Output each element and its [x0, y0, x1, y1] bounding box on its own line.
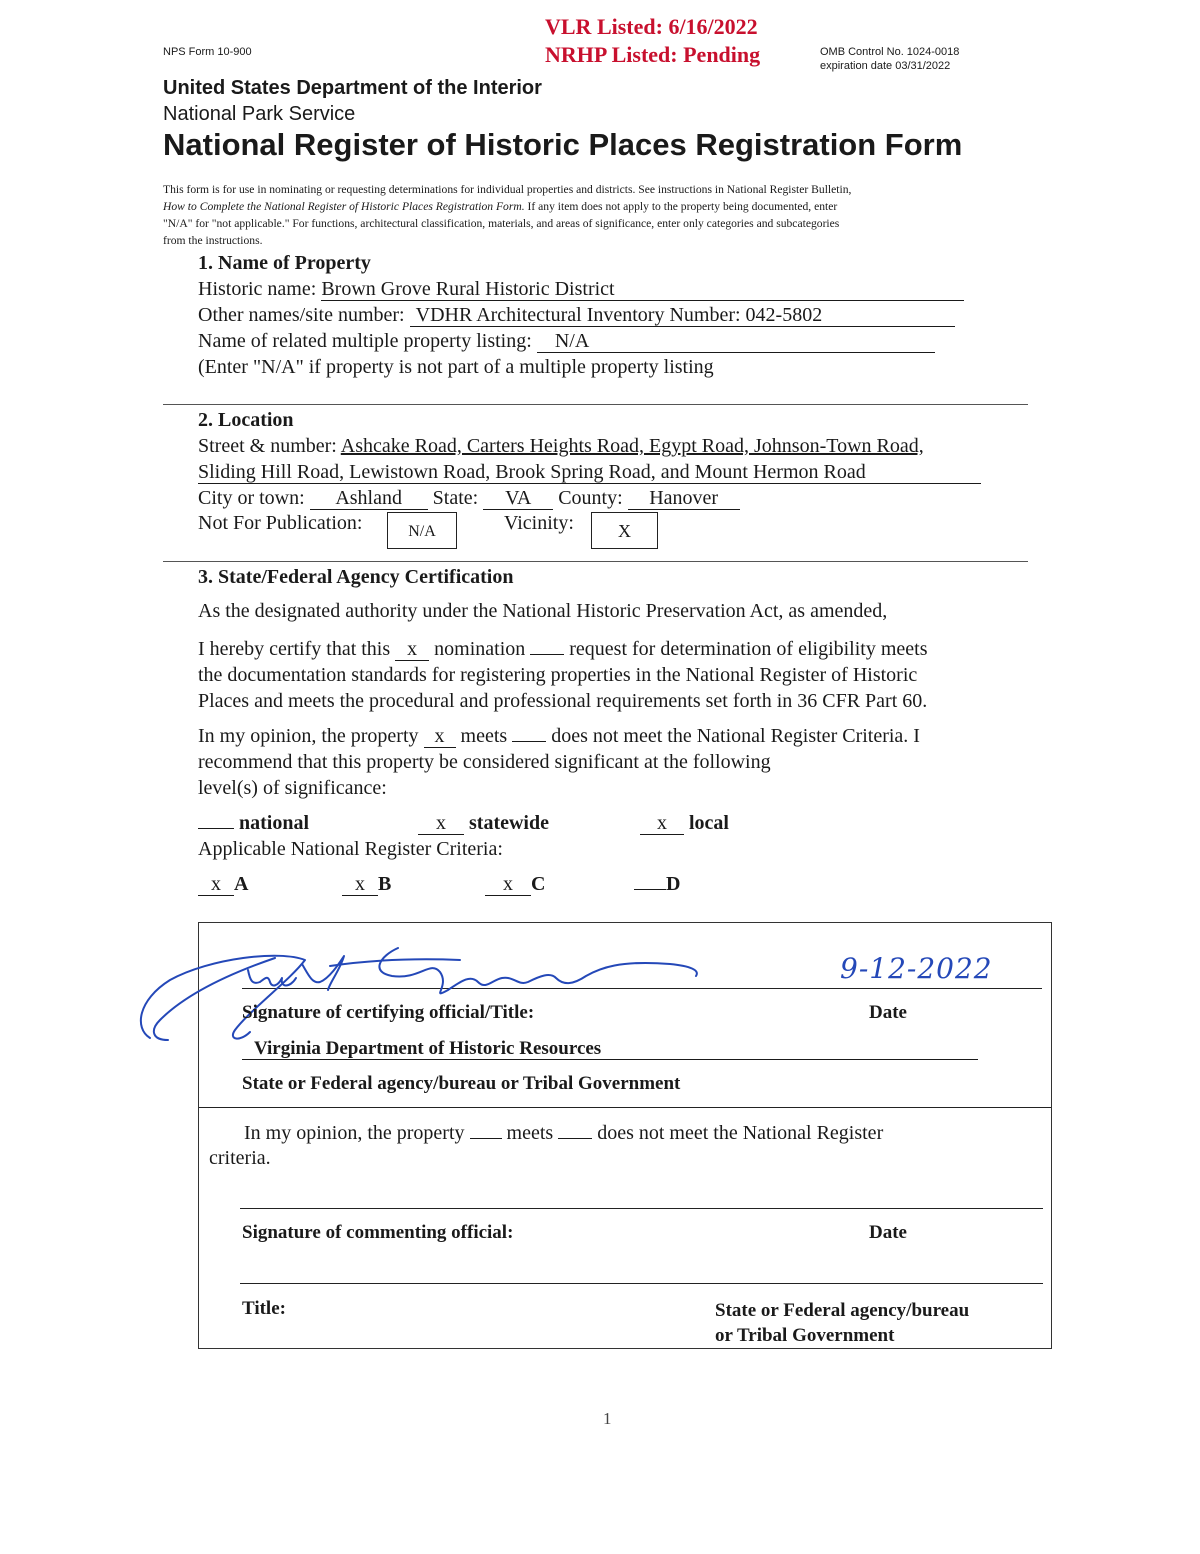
criterion-c-checkbox[interactable]: x — [485, 874, 531, 896]
national-checkbox[interactable] — [198, 828, 234, 829]
criterion-b-checkbox[interactable]: x — [342, 874, 378, 896]
section-divider — [163, 561, 1028, 562]
other-names-row: Other names/site number: VDHR Architectural Inventory Number: 042-5802 — [198, 304, 955, 327]
certifying-agency — [242, 1038, 978, 1060]
criterion-d: D — [634, 873, 680, 896]
criterion-b: x B — [342, 873, 391, 896]
commenting-meets-checkbox[interactable] — [470, 1138, 502, 1139]
certifying-agency-label: State or Federal agency/bureau or Tribal Government — [242, 1073, 681, 1094]
commenting-date-label: Date — [869, 1222, 907, 1243]
criterion-c: x C — [485, 873, 545, 896]
opinion-statement: In my opinion, the property x meets does not meet the National Register Criteria. I recommend that this property be considered significant at the following level(s) of significance: — [198, 725, 920, 799]
intro-text: This form is for use in nominating or requesting determinations for individual properties and districts. See instructions in National Register Bulletin, How to Complete the National Register of Historic Places Registration Form. If any item does not apply to the property being documented, enter "N/A" for "not applicable." For functions, architectural classification, materials, and areas of significance, enter only categories and subcategories from the instructions. — [163, 183, 852, 247]
street-row: Street & number: Ashcake Road, Carters Heights Road, Egypt Road, Johnson-Town Road, — [198, 435, 924, 457]
county-field[interactable]: Hanover — [628, 488, 740, 510]
commenting-opinion: In my opinion, the property meets does not meet the National Register criteria. — [209, 1122, 884, 1169]
not-for-publication-box[interactable]: N/A — [387, 512, 457, 549]
nrhp-listed-stamp: NRHP Listed: Pending — [545, 42, 761, 67]
meets-checkbox[interactable]: x — [424, 726, 456, 748]
certifying-signature-label: Signature of certifying official/Title: — [242, 1002, 535, 1023]
section-2-heading: 2. Location — [198, 409, 294, 431]
statewide-checkbox[interactable]: x — [418, 813, 464, 835]
criterion-d-checkbox[interactable] — [634, 889, 666, 890]
section-3-heading: 3. State/Federal Agency Certification — [198, 566, 514, 588]
related-listing-row: Name of related multiple property listing: N/A — [198, 330, 935, 353]
certification-box-divider — [199, 1107, 1051, 1108]
commenting-title-line[interactable] — [240, 1283, 1043, 1284]
criterion-a: x A — [198, 873, 248, 896]
commenting-signature-label: Signature of commenting official: — [242, 1222, 514, 1243]
form-number: NPS Form 10-900 — [163, 46, 252, 58]
certifying-date-label: Date — [869, 1002, 907, 1023]
vicinity-label: Vicinity: — [504, 512, 574, 534]
not-for-publication-label: Not For Publication: — [198, 512, 363, 534]
vicinity-box[interactable]: X — [591, 512, 658, 549]
page-number: 1 — [603, 1409, 612, 1428]
vlr-listed-stamp: VLR Listed: 6/16/2022 — [545, 14, 758, 39]
form-title: National Register of Historic Places Registration Form — [163, 127, 963, 162]
local-checkbox[interactable]: x — [640, 813, 684, 835]
authority-statement: As the designated authority under the National Historic Preservation Act, as amended, — [198, 600, 888, 622]
commenting-agency-label: State or Federal agency/bureau or Tribal Government — [715, 1300, 970, 1346]
certification-statement: I hereby certify that this x nomination request for determination of eligibility meets the documentation standards for registering properties in the National Register of Historic Places and meets the procedural and professional requirements set forth in 36 CFR Part 60. — [198, 638, 928, 712]
street-line-1[interactable]: Ashcake Road, Carters Heights Road, Egypt Road, Johnson-Town Road, — [340, 435, 924, 457]
multiple-listing-note: (Enter "N/A" if property is not part of a multiple property listing — [198, 356, 714, 378]
omb-control: OMB Control No. 1024-0018 — [820, 46, 960, 58]
level-national: national — [198, 812, 309, 835]
city-field[interactable]: Ashland — [310, 488, 428, 510]
section-1-heading: 1. Name of Property — [198, 252, 371, 274]
state-field[interactable]: VA — [483, 488, 553, 510]
department-name: United States Department of the Interior — [163, 77, 542, 99]
criteria-label: Applicable National Register Criteria: — [198, 838, 503, 860]
historic-name-row: Historic name: Brown Grove Rural Historic District — [198, 278, 964, 301]
commenting-signature-line[interactable] — [240, 1208, 1043, 1209]
handwritten-date: 9-12-2022 — [840, 952, 993, 985]
other-names-field[interactable]: VDHR Architectural Inventory Number: 042-5802 — [410, 305, 955, 327]
request-checkbox[interactable] — [530, 654, 564, 655]
service-name: National Park Service — [163, 103, 356, 125]
handwritten-signature — [130, 930, 710, 1050]
level-local: x local — [640, 812, 729, 835]
historic-name-field[interactable]: Brown Grove Rural Historic District — [321, 279, 964, 301]
does-not-meet-checkbox[interactable] — [512, 741, 546, 742]
commenting-not-meet-checkbox[interactable] — [558, 1138, 592, 1139]
section-divider — [163, 404, 1028, 405]
criterion-a-checkbox[interactable]: x — [198, 874, 234, 896]
street-line-2[interactable]: Sliding Hill Road, Lewistown Road, Brook Spring Road, and Mount Hermon Road — [198, 462, 981, 484]
expiration-date: expiration date 03/31/2022 — [820, 60, 951, 72]
level-statewide: x statewide — [418, 812, 549, 835]
commenting-title-label: Title: — [242, 1298, 286, 1319]
street-row-2 — [198, 461, 981, 484]
certifying-agency-field[interactable]: Virginia Department of Historic Resources — [242, 1039, 978, 1060]
nomination-checkbox[interactable]: x — [395, 639, 429, 661]
city-state-county-row: City or town: Ashland State: VA County: Hanover — [198, 487, 740, 510]
related-listing-field[interactable]: N/A — [537, 331, 935, 353]
